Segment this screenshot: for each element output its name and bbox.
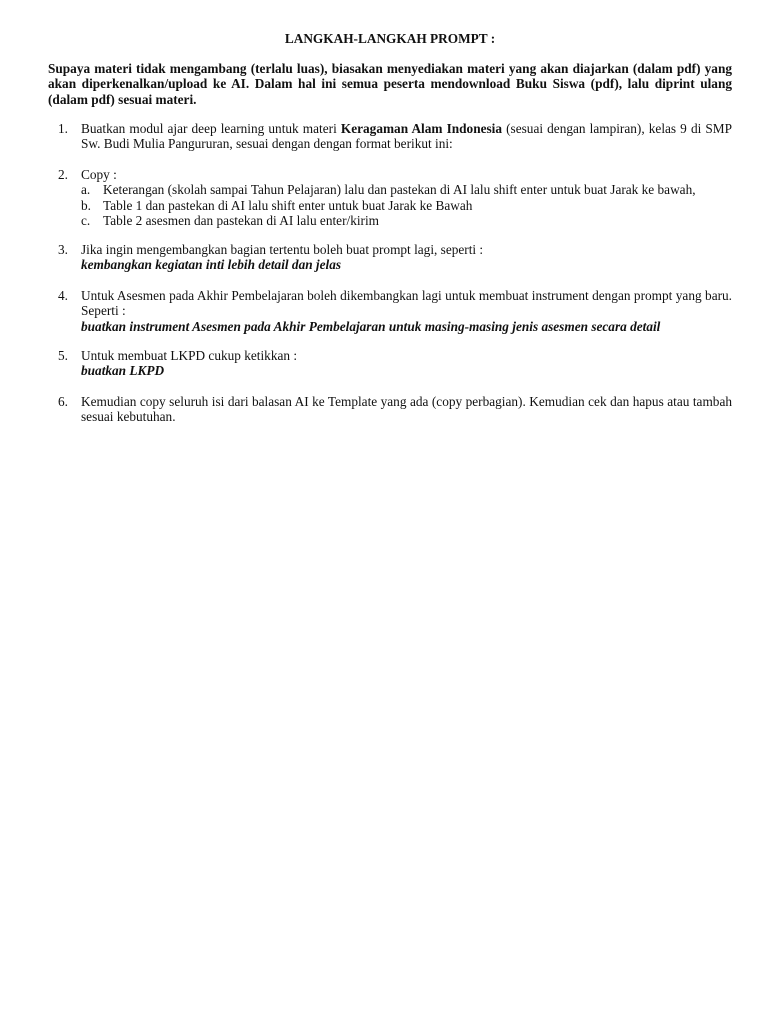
step-text: Buatkan modul ajar deep learning untuk materi [81, 121, 341, 136]
prompt-example: kembangkan kegiatan inti lebih detail dan jelas [81, 257, 342, 273]
step-text: Untuk membuat LKPD cukup ketikkan : [81, 348, 298, 363]
subitem-letter: a. [81, 182, 91, 198]
intro-paragraph: Supaya materi tidak mengambang (terlalu luas), biasakan menyediakan materi yang akan diajarkan (dalam pdf) yang akan diperkenalkan/upload ke AI. Dalam hal ini semua peserta mendownload Buku Siswa (pdf), lalu diprint ulang (dalam pdf) sesuai materi. [48, 61, 732, 107]
subitem-letter: c. [81, 213, 91, 229]
subitem-text: Table 2 asesmen dan pastekan di AI lalu enter/kirim [103, 213, 380, 229]
step-body [81, 348, 732, 379]
step-text: (sesuai dengan lampiran), kelas 9 di SMP Sw. Budi Mulia Pangururan, sesuai dengan dengan format berikut ini: [81, 121, 732, 152]
step-body [81, 167, 732, 229]
step-text: Jika ingin mengembangkan bagian tertentu boleh buat prompt lagi, seperti : [81, 242, 484, 257]
subitem-letter: b. [81, 197, 91, 213]
step-body [81, 121, 732, 152]
step-4 [48, 288, 732, 334]
step-number: 5. [58, 348, 68, 363]
step-number: 4. [58, 288, 68, 303]
subitem-text: Table 1 dan pastekan di AI lalu shift enter untuk buat Jarak ke Bawah [103, 197, 473, 213]
step-body [81, 288, 732, 334]
step-6 [48, 394, 732, 425]
step-text: Untuk Asesmen pada Akhir Pembelajaran boleh dikembangkan lagi untuk membuat instrument dengan prompt yang baru. Seperti : [81, 288, 732, 319]
step-text: Kemudian copy seluruh isi dari balasan AI ke Template yang ada (copy perbagian). Kemudian cek dan hapus atau tambah sesuai kebutuhan. [81, 394, 732, 425]
step-number: 1. [58, 121, 68, 136]
step-1 [48, 121, 732, 152]
step-text: Copy : [81, 167, 117, 182]
prompt-example: buatkan instrument Asesmen pada Akhir Pembelajaran untuk masing-masing jenis asesmen secara detail [81, 318, 661, 334]
page-title: LANGKAH-LANGKAH PROMPT : [284, 31, 496, 46]
step-number: 6. [58, 394, 68, 409]
step-2 [48, 167, 732, 229]
step-3 [48, 242, 732, 273]
subitem-c [81, 213, 732, 228]
step-body [81, 242, 732, 273]
step-number: 2. [58, 167, 68, 182]
material-name: Keragaman Alam Indonesia [340, 121, 503, 136]
step-5 [48, 348, 732, 379]
subitem-a [81, 182, 732, 197]
subitem-text: Keterangan (skolah sampai Tahun Pelajaran) lalu dan pastekan di AI lalu shift enter untuk buat Jarak ke bawah, [103, 182, 696, 198]
prompt-example: buatkan LKPD [81, 363, 165, 379]
subitem-b [81, 198, 732, 213]
step-number: 3. [58, 242, 68, 257]
step-body [81, 394, 732, 425]
